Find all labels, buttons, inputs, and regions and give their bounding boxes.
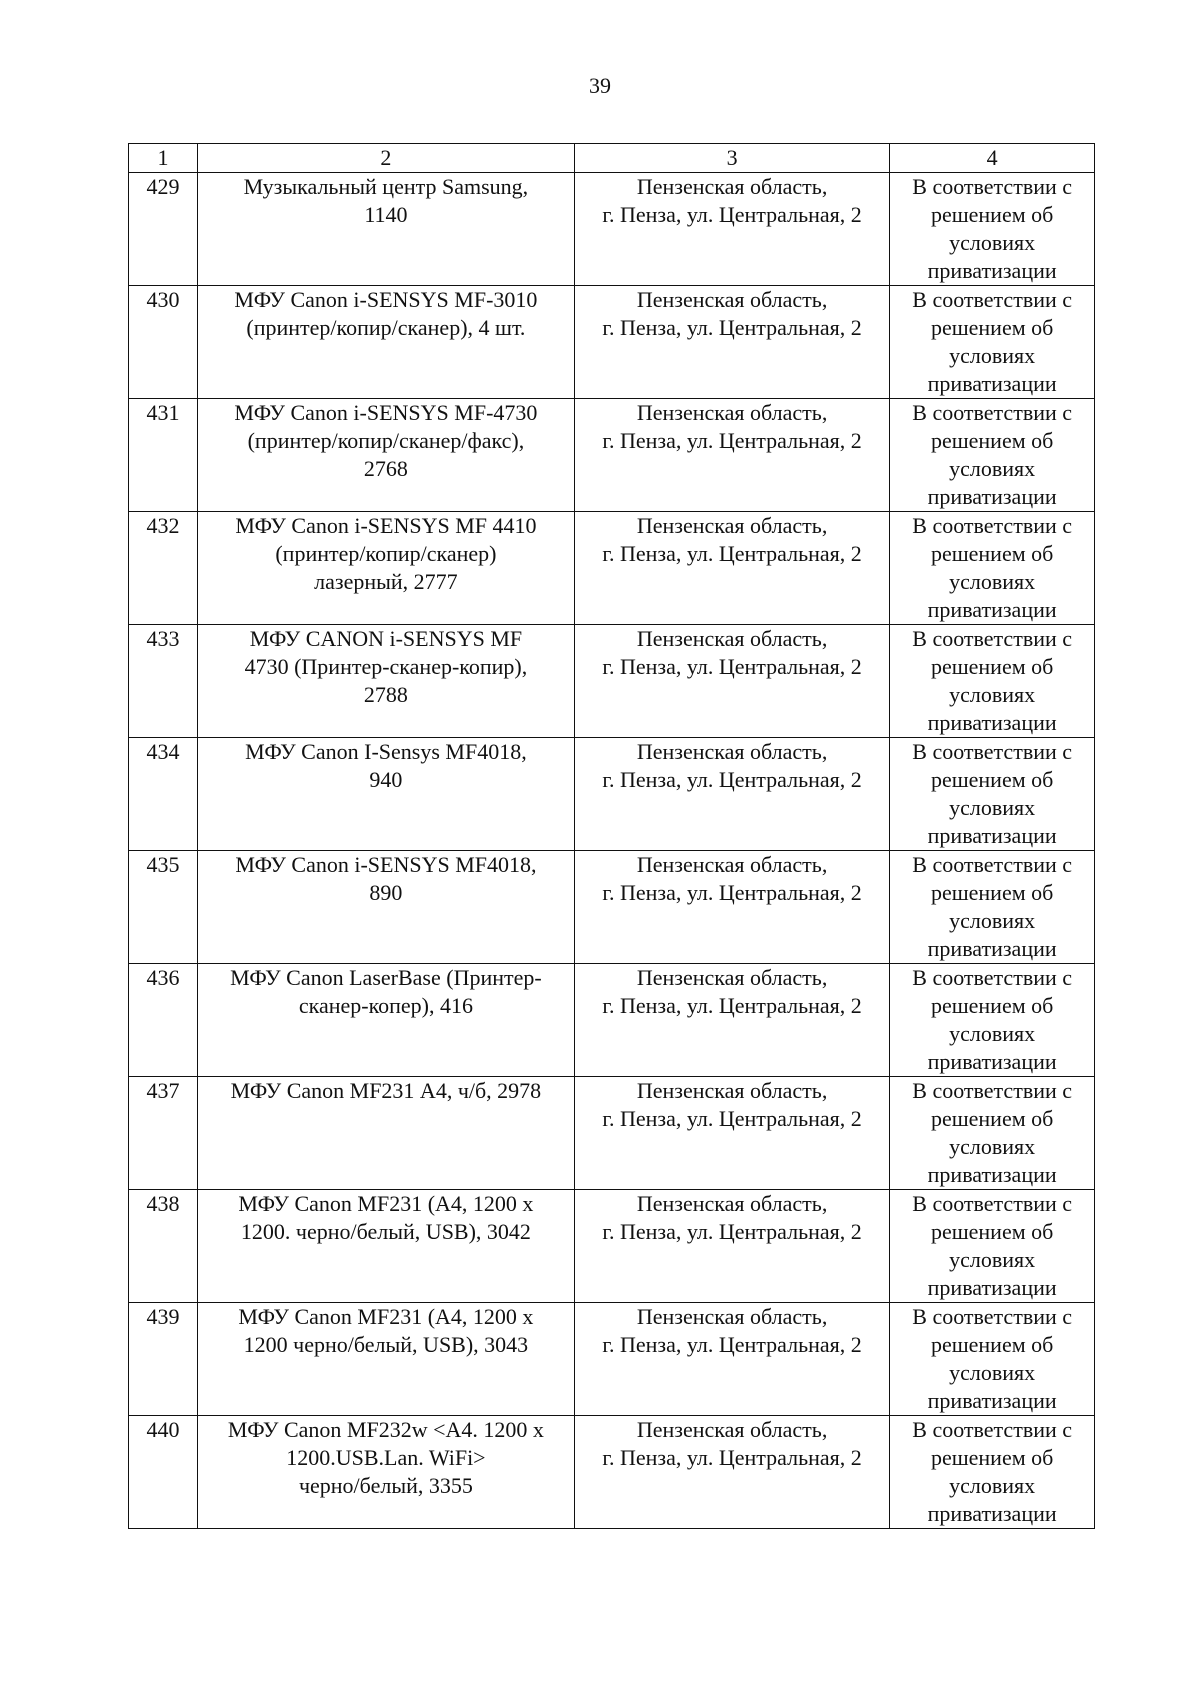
item-name-line: МФУ Canon MF231 (A4, 1200 x <box>238 1191 534 1216</box>
basis-line: условиях <box>949 1473 1036 1498</box>
basis-line: решением об <box>930 1219 1054 1244</box>
basis-line: приватизации <box>927 258 1057 283</box>
property-table <box>128 143 1095 1529</box>
address-line: Пензенская область, <box>636 1078 828 1103</box>
basis-line: решением об <box>930 1332 1054 1357</box>
basis-line: приватизации <box>927 1049 1057 1074</box>
row-number-cell: 437 <box>129 1077 198 1190</box>
address-line: г. Пенза, ул. Центральная, 2 <box>602 767 862 792</box>
basis-cell <box>890 1303 1095 1416</box>
header-col-3: 3 <box>574 144 889 173</box>
row-number-cell: 440 <box>129 1416 198 1529</box>
basis-line: условиях <box>949 343 1036 368</box>
basis-line: приватизации <box>927 1388 1057 1413</box>
basis-line: условиях <box>949 1134 1036 1159</box>
basis-line: приватизации <box>927 1162 1057 1187</box>
basis-line: условиях <box>949 1360 1036 1385</box>
item-name-cell <box>197 512 574 625</box>
basis-line: В соответствии с <box>912 174 1073 199</box>
basis-line: приватизации <box>927 936 1057 961</box>
basis-line: условиях <box>949 569 1036 594</box>
row-number-cell: 429 <box>129 173 198 286</box>
item-name-line: (принтер/копир/сканер) <box>275 541 497 566</box>
item-name-cell <box>197 1416 574 1529</box>
basis-cell <box>890 1077 1095 1190</box>
address-line: г. Пенза, ул. Центральная, 2 <box>602 654 862 679</box>
basis-line: приватизации <box>927 1275 1057 1300</box>
address-line: Пензенская область, <box>636 400 828 425</box>
basis-line: В соответствии с <box>912 965 1073 990</box>
table-row <box>129 512 1095 625</box>
row-number-cell: 430 <box>129 286 198 399</box>
item-name-line: МФУ CANON i-SENSYS MF <box>249 626 523 651</box>
basis-cell <box>890 286 1095 399</box>
basis-line: В соответствии с <box>912 1304 1073 1329</box>
basis-line: приватизации <box>927 710 1057 735</box>
item-name-line: 940 <box>369 767 403 792</box>
row-number-cell: 434 <box>129 738 198 851</box>
address-cell <box>574 851 889 964</box>
address-line: г. Пенза, ул. Центральная, 2 <box>602 993 862 1018</box>
address-line: Пензенская область, <box>636 1304 828 1329</box>
item-name-line: МФУ Canon LaserBase (Принтер- <box>230 965 542 990</box>
table-row <box>129 851 1095 964</box>
address-line: г. Пенза, ул. Центральная, 2 <box>602 428 862 453</box>
address-line: г. Пенза, ул. Центральная, 2 <box>602 202 862 227</box>
basis-line: приватизации <box>927 484 1057 509</box>
item-name-line: 2788 <box>363 682 408 707</box>
address-cell <box>574 1416 889 1529</box>
basis-line: условиях <box>949 230 1036 255</box>
basis-line: решением об <box>930 767 1054 792</box>
basis-line: условиях <box>949 682 1036 707</box>
item-name-line: (принтер/копир/сканер/факс), <box>247 428 525 453</box>
table-row <box>129 625 1095 738</box>
item-name-line: МФУ Canon i-SENSYS MF-3010 <box>234 287 538 312</box>
basis-line: В соответствии с <box>912 739 1073 764</box>
item-name-line: МФУ Canon I-Sensys MF4018, <box>245 739 527 764</box>
item-name-line: 1200.USB.Lan. WiFi> <box>286 1445 486 1470</box>
basis-line: решением об <box>930 541 1054 566</box>
item-name-cell <box>197 1190 574 1303</box>
basis-cell <box>890 1190 1095 1303</box>
row-number-cell: 432 <box>129 512 198 625</box>
address-line: г. Пенза, ул. Центральная, 2 <box>602 1106 862 1131</box>
basis-cell <box>890 512 1095 625</box>
item-name-line: Музыкальный центр Samsung, <box>243 174 529 199</box>
address-line: г. Пенза, ул. Центральная, 2 <box>602 1445 862 1470</box>
basis-line: решением об <box>930 880 1054 905</box>
item-name-line: лазерный, 2777 <box>314 569 458 594</box>
table-row <box>129 1416 1095 1529</box>
item-name-line: МФУ Canon MF232w <A4. 1200 x <box>227 1417 544 1442</box>
address-cell <box>574 512 889 625</box>
table-row <box>129 1190 1095 1303</box>
item-name-cell <box>197 738 574 851</box>
basis-line: В соответствии с <box>912 852 1073 877</box>
address-line: Пензенская область, <box>636 513 828 538</box>
item-name-line: 4730 (Принтер-сканер-копир), <box>244 654 528 679</box>
address-cell <box>574 399 889 512</box>
item-name-line: 1200. черно/белый, USB), 3042 <box>240 1219 531 1244</box>
item-name-line: 1140 <box>364 202 408 227</box>
basis-line: решением об <box>930 202 1054 227</box>
table-row <box>129 173 1095 286</box>
basis-cell <box>890 851 1095 964</box>
address-line: г. Пенза, ул. Центральная, 2 <box>602 1219 862 1244</box>
basis-line: решением об <box>930 1445 1054 1470</box>
address-line: Пензенская область, <box>636 174 828 199</box>
item-name-line: черно/белый, 3355 <box>298 1473 473 1498</box>
address-cell <box>574 173 889 286</box>
item-name-cell <box>197 1303 574 1416</box>
address-line: г. Пенза, ул. Центральная, 2 <box>602 541 862 566</box>
address-line: г. Пенза, ул. Центральная, 2 <box>602 315 862 340</box>
basis-cell <box>890 738 1095 851</box>
address-line: г. Пенза, ул. Центральная, 2 <box>602 1332 862 1357</box>
table-row <box>129 399 1095 512</box>
basis-line: условиях <box>949 1021 1036 1046</box>
address-cell <box>574 286 889 399</box>
basis-line: условиях <box>949 908 1036 933</box>
address-line: Пензенская область, <box>636 1417 828 1442</box>
table-row <box>129 1303 1095 1416</box>
item-name-line: МФУ Canon MF231 (A4, 1200 x <box>238 1304 534 1329</box>
address-line: Пензенская область, <box>636 626 828 651</box>
basis-line: условиях <box>949 795 1036 820</box>
item-name-line: сканер-копер), 416 <box>298 993 474 1018</box>
address-line: Пензенская область, <box>636 852 828 877</box>
item-name-line: 890 <box>369 880 403 905</box>
basis-line: решением об <box>930 654 1054 679</box>
basis-line: решением об <box>930 315 1054 340</box>
row-number-cell: 439 <box>129 1303 198 1416</box>
basis-line: В соответствии с <box>912 513 1073 538</box>
item-name-cell <box>197 286 574 399</box>
address-cell <box>574 738 889 851</box>
header-col-2: 2 <box>197 144 574 173</box>
basis-cell <box>890 1416 1095 1529</box>
basis-cell <box>890 173 1095 286</box>
item-name-line: МФУ Canon MF231 А4, ч/б, 2978 <box>230 1078 542 1103</box>
basis-line: В соответствии с <box>912 287 1073 312</box>
basis-cell <box>890 964 1095 1077</box>
address-cell <box>574 1077 889 1190</box>
header-col-1: 1 <box>129 144 198 173</box>
basis-cell <box>890 399 1095 512</box>
item-name-line: 1200 черно/белый, USB), 3043 <box>243 1332 529 1357</box>
address-line: Пензенская область, <box>636 739 828 764</box>
basis-line: В соответствии с <box>912 400 1073 425</box>
page-number: 39 <box>589 73 611 98</box>
item-name-cell <box>197 964 574 1077</box>
header-row <box>129 144 1095 173</box>
item-name-line: МФУ Canon i-SENSYS MF 4410 <box>235 513 537 538</box>
basis-line: решением об <box>930 1106 1054 1131</box>
address-cell <box>574 1190 889 1303</box>
table-row <box>129 1077 1095 1190</box>
item-name-cell <box>197 1077 574 1190</box>
table-row <box>129 738 1095 851</box>
item-name-cell <box>197 851 574 964</box>
item-name-cell <box>197 399 574 512</box>
row-number-cell: 433 <box>129 625 198 738</box>
item-name-line: 2768 <box>363 456 408 481</box>
row-number-cell: 436 <box>129 964 198 1077</box>
basis-line: В соответствии с <box>912 1078 1073 1103</box>
table-row <box>129 286 1095 399</box>
table-header <box>129 144 1095 173</box>
basis-line: приватизации <box>927 597 1057 622</box>
item-name-line: МФУ Canon i-SENSYS MF-4730 <box>234 400 538 425</box>
row-number-cell: 431 <box>129 399 198 512</box>
basis-line: приватизации <box>927 371 1057 396</box>
row-number-cell: 438 <box>129 1190 198 1303</box>
item-name-line: (принтер/копир/сканер), 4 шт. <box>246 315 526 340</box>
item-name-cell <box>197 173 574 286</box>
table-row <box>129 964 1095 1077</box>
item-name-line: МФУ Canon i-SENSYS MF4018, <box>235 852 537 877</box>
basis-line: условиях <box>949 456 1036 481</box>
header-col-4: 4 <box>890 144 1095 173</box>
address-cell <box>574 1303 889 1416</box>
basis-line: В соответствии с <box>912 626 1073 651</box>
basis-cell <box>890 625 1095 738</box>
address-line: г. Пенза, ул. Центральная, 2 <box>602 880 862 905</box>
address-cell <box>574 964 889 1077</box>
address-cell <box>574 625 889 738</box>
table-body <box>129 173 1095 1529</box>
basis-line: приватизации <box>927 1501 1057 1526</box>
item-name-cell <box>197 625 574 738</box>
row-number-cell: 435 <box>129 851 198 964</box>
basis-line: В соответствии с <box>912 1417 1073 1442</box>
basis-line: решением об <box>930 993 1054 1018</box>
address-line: Пензенская область, <box>636 287 828 312</box>
basis-line: В соответствии с <box>912 1191 1073 1216</box>
basis-line: приватизации <box>927 823 1057 848</box>
basis-line: решением об <box>930 428 1054 453</box>
basis-line: условиях <box>949 1247 1036 1272</box>
address-line: Пензенская область, <box>636 1191 828 1216</box>
address-line: Пензенская область, <box>636 965 828 990</box>
